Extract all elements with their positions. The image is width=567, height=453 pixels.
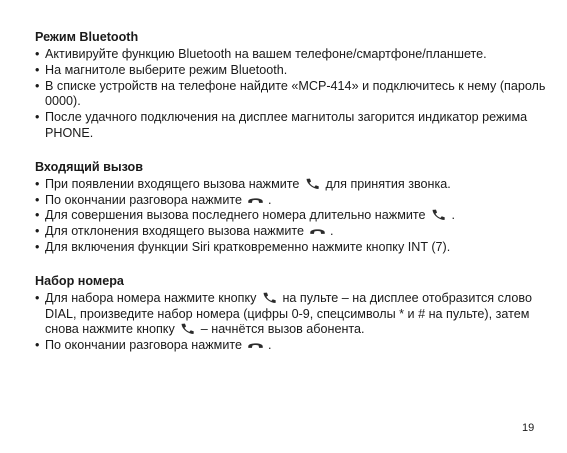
list-item: • После удачного подключения на дисплее магнитолы загорится индикатор режима PHONE. bbox=[35, 110, 550, 142]
dialing-list bbox=[35, 291, 550, 354]
section-dialing bbox=[35, 273, 550, 354]
phone-accept-icon bbox=[261, 291, 278, 304]
phone-hangup-icon bbox=[247, 193, 264, 206]
phone-accept-icon bbox=[430, 208, 447, 221]
item-text: . bbox=[268, 192, 272, 207]
list-item bbox=[35, 291, 550, 338]
list-item bbox=[35, 224, 550, 240]
item-text: По окончании разговора нажмите bbox=[45, 338, 242, 353]
list-item bbox=[35, 177, 550, 193]
phone-hangup-icon bbox=[247, 338, 264, 351]
phone-accept-icon bbox=[179, 322, 196, 335]
phone-accept-icon bbox=[304, 177, 321, 190]
item-text: . bbox=[268, 338, 272, 353]
item-text: – начнётся вызов абонента. bbox=[200, 322, 365, 337]
section-incoming-call bbox=[35, 159, 550, 256]
section-title-incoming: Входящий вызов bbox=[35, 159, 143, 174]
list-item bbox=[35, 338, 550, 354]
item-text: на пульте – на дисплее отобразится слово DIAL, произведите набор номера (цифры 0-9, спецсимволы * и # на пульте), затем снова нажмите кнопку bbox=[45, 290, 532, 337]
item-text: . bbox=[330, 224, 334, 239]
item-text: для принятия звонка. bbox=[325, 176, 451, 191]
list-item bbox=[35, 208, 550, 224]
phone-hangup-icon bbox=[309, 224, 326, 237]
list-item: • В списке устройств на телефоне найдите «MCP-414» и подключитесь к нему (пароль 0000). bbox=[35, 79, 550, 111]
section-title-dialing: Набор номера bbox=[35, 273, 124, 288]
item-text: Для совершения вызова последнего номера длительно нажмите bbox=[45, 208, 426, 223]
list-item: • На магнитоле выберите режим Bluetooth. bbox=[35, 63, 550, 79]
page-number: 19 bbox=[522, 422, 535, 434]
list-item bbox=[35, 193, 550, 209]
list-item: • Активируйте функцию Bluetooth на вашем телефоне/смартфоне/планшете. bbox=[35, 47, 550, 63]
list-item: • Для включения функции Siri кратковременно нажмите кнопку INT (7). bbox=[35, 240, 550, 256]
item-text: При появлении входящего вызова нажмите bbox=[45, 176, 300, 191]
item-text: Для отклонения входящего вызова нажмите bbox=[45, 224, 305, 239]
item-text: Для набора номера нажмите кнопку bbox=[45, 290, 257, 305]
manual-page bbox=[35, 29, 550, 371]
section-bluetooth-mode bbox=[35, 29, 550, 142]
section-title-bluetooth: Режим Bluetooth bbox=[35, 30, 139, 44]
item-text: . bbox=[451, 208, 456, 223]
item-text: По окончании разговора нажмите bbox=[45, 192, 242, 207]
incoming-list bbox=[35, 177, 550, 256]
bluetooth-list bbox=[35, 47, 550, 142]
